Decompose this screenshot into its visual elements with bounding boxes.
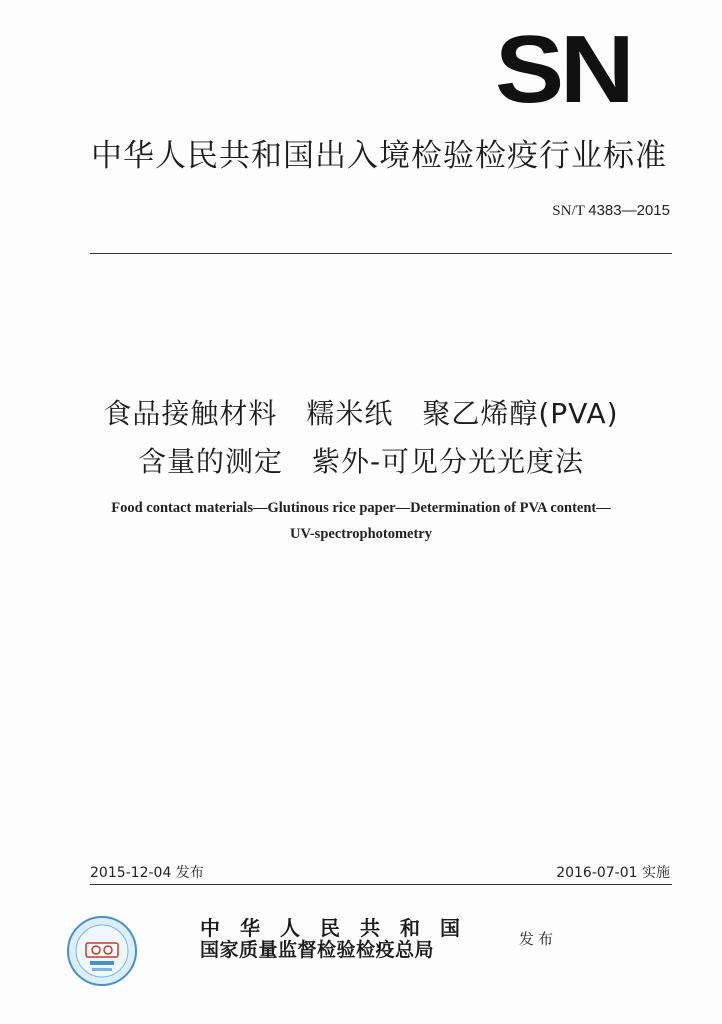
issue-date: 2015-12-04 发布: [90, 865, 204, 881]
anti-counterfeit-seal-icon: [66, 915, 138, 987]
standard-code-number: 4383—2015: [588, 202, 670, 219]
sn-logo: SN: [495, 16, 631, 123]
english-title-line-2: UV-spectrophotometry: [289, 526, 432, 542]
english-title-line-1: Food contact materials—Glutinous rice paper—Determination of PVA content—: [111, 500, 611, 516]
top-divider: [90, 253, 672, 254]
standard-type-title: 中华人民共和国出入境检验检疫行业标准: [91, 138, 667, 174]
issuer-line-1: 中华人民共和国: [200, 916, 480, 940]
bottom-divider: [90, 884, 672, 885]
publish-label: 发布: [519, 930, 558, 948]
chinese-title-line-1: 食品接触材料 糯米纸 聚乙烯醇(PVA): [103, 397, 619, 430]
issuer-line-2: 国家质量监督检验检疫总局: [200, 939, 435, 961]
standard-code-prefix: SN/T: [552, 203, 585, 219]
standard-number: [552, 202, 670, 220]
chinese-title-line-2: 含量的测定 紫外-可见分光光度法: [137, 445, 585, 478]
implementation-date: 2016-07-01 实施: [556, 865, 670, 881]
